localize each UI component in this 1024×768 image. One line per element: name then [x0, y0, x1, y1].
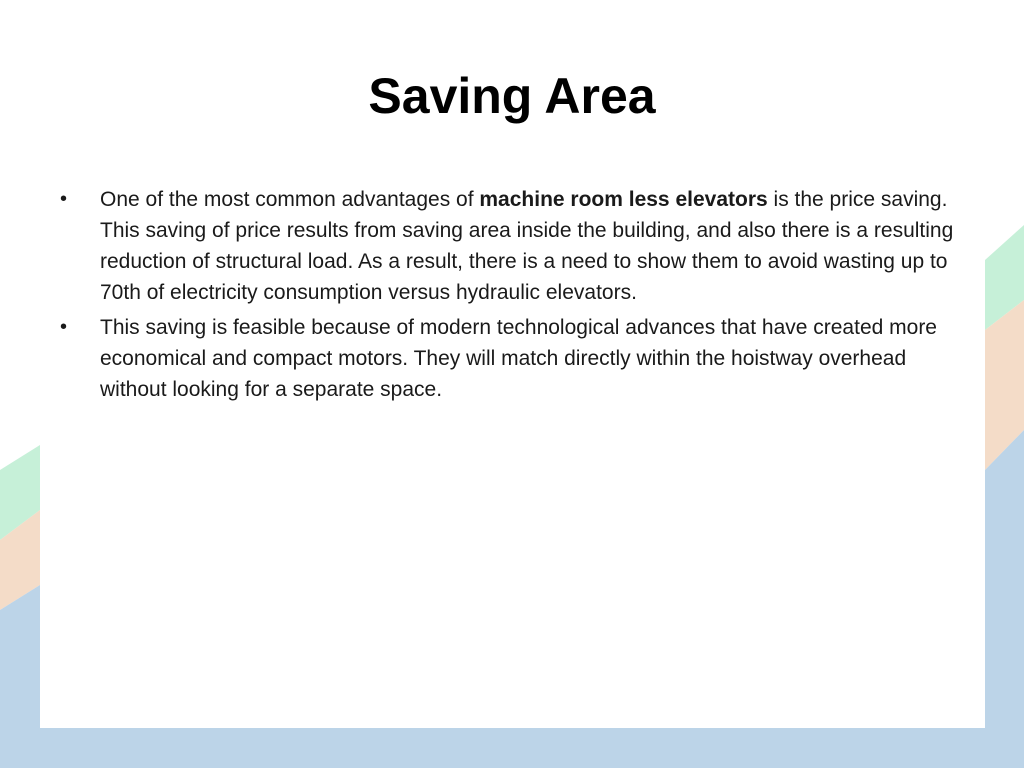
bullet-text-intro: One of the most common advantages of [100, 188, 480, 211]
bullet-marker: • [60, 188, 68, 210]
bullet-list [58, 184, 968, 409]
bullet-item-1 [58, 184, 968, 308]
bullet-text-rest: is the price saving. This saving of price results from saving area inside the building, and also there is a resulting reduction of structural load. As a result, there is a need to show them to avoid wasting up to 70th of electricity consumption versus hydraulic elevators. [100, 188, 954, 304]
bullet-text-bold: machine room less elevators [479, 188, 768, 211]
bullet-item-2 [58, 312, 968, 405]
wave-blue-bottom [0, 728, 1024, 768]
slide-title: Saving Area [368, 68, 656, 124]
bullet-text: This saving is feasible because of modern technological advances that have created more economical and compact motors. They will match directly within the hoistway overhead without looking for a separate space. [100, 316, 937, 401]
bullet-marker: • [60, 316, 68, 338]
wave-blue-right [985, 430, 1024, 768]
